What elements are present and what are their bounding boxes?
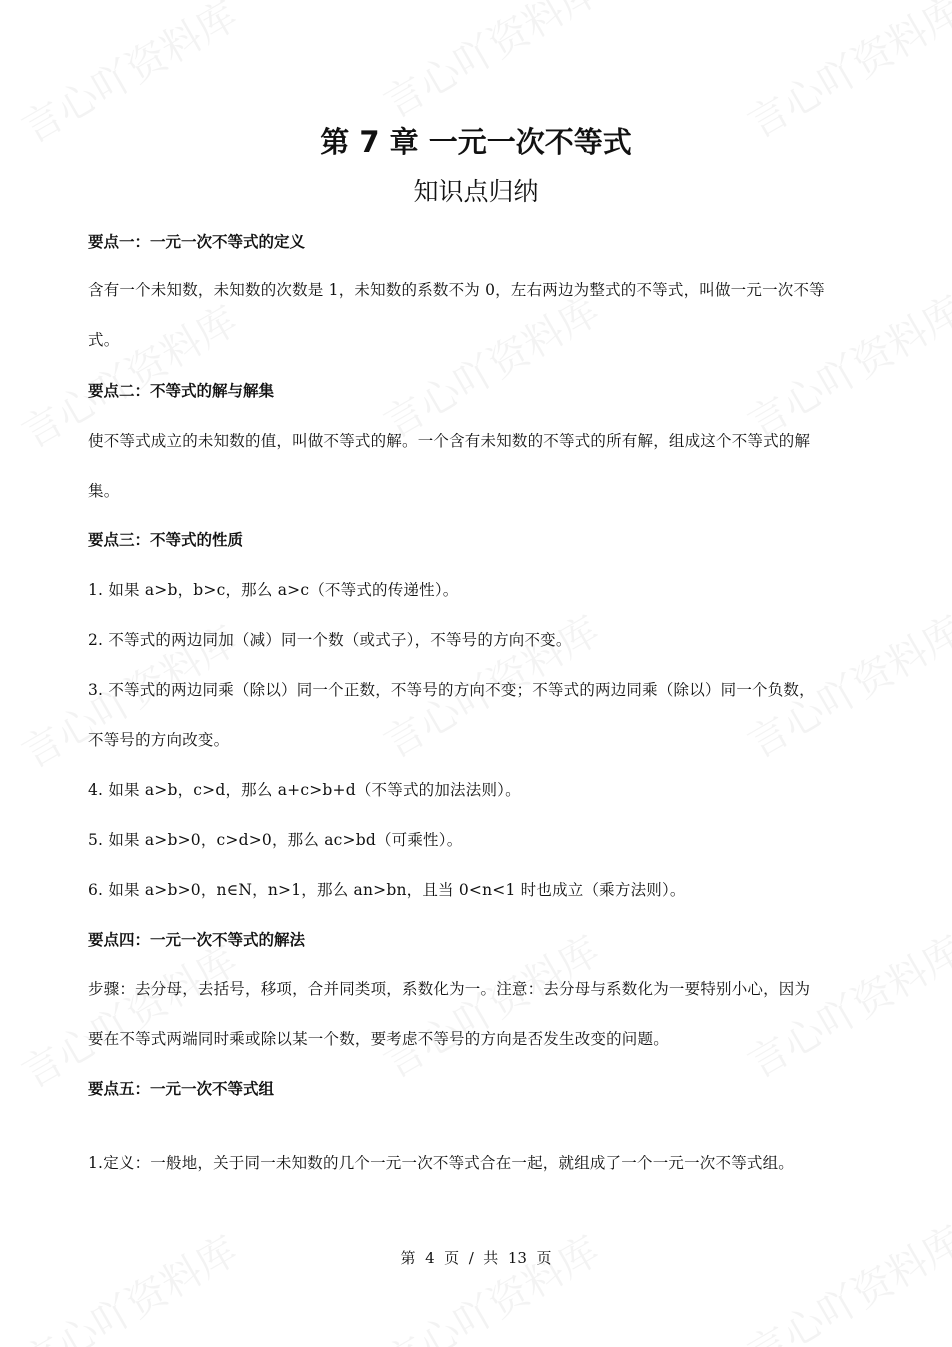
watermark	[372, 280, 608, 449]
watermark	[736, 1210, 952, 1347]
heading-point-5: 要点五：一元一次不等式组	[88, 1080, 275, 1098]
watermark	[372, 1220, 608, 1347]
heading-point-2: 要点二：不等式的解与解集	[88, 382, 275, 400]
heading-point-4: 要点四：一元一次不等式的解法	[88, 931, 306, 949]
paragraph-line: 含有一个未知数，未知数的次数是 1，未知数的系数不为 0，左右两边为整式的不等式，叫做一元一次不等	[88, 281, 825, 299]
page-footer: 第 4 页 / 共 13 页	[400, 1249, 552, 1267]
list-item: 3. 不等式的两边同乘（除以）同一个正数，不等号的方向不变；不等式的两边同乘（除以）同一个负数，	[88, 681, 815, 699]
watermark	[10, 1220, 246, 1347]
list-item: 2. 不等式的两边同加（减）同一个数（或式子），不等号的方向不变。	[88, 631, 572, 649]
heading-point-1: 要点一：一元一次不等式的定义	[88, 233, 306, 251]
chapter-title: 第 7 章 一元一次不等式	[320, 125, 632, 159]
list-item: 1. 如果 a>b，b>c，那么 a>c（不等式的传递性）。	[88, 581, 459, 599]
watermark	[736, 280, 952, 449]
watermark	[372, 920, 608, 1089]
paragraph-line: 1.定义：一般地，关于同一未知数的几个一元一次不等式合在一起，就组成了一个一元一次不等式组。	[88, 1154, 794, 1172]
paragraph-line: 使不等式成立的未知数的值，叫做不等式的解。一个含有未知数的不等式的所有解，组成这个不等式的解	[88, 432, 811, 450]
section-subtitle: 知识点归纳	[413, 177, 539, 206]
paragraph-line: 式。	[88, 331, 120, 349]
watermark	[736, 920, 952, 1089]
watermark	[372, 0, 608, 129]
list-item-continuation: 不等号的方向改变。	[88, 731, 230, 749]
paragraph-line: 集。	[88, 482, 120, 500]
list-item: 5. 如果 a>b>0，c>d>0，那么 ac>bd（可乘性）。	[88, 831, 463, 849]
paragraph-line: 步骤：去分母，去括号，移项，合并同类项，系数化为一。注意：去分母与系数化为一要特别小心，因为	[88, 980, 811, 998]
list-item: 6. 如果 a>b>0，n∈N，n>1，那么 an>bn，且当 0<n<1 时也成立（乘方法则）。	[88, 881, 686, 899]
list-item: 4. 如果 a>b，c>d，那么 a+c>b+d（不等式的加法法则）。	[88, 781, 521, 799]
heading-point-3: 要点三：不等式的性质	[88, 531, 244, 549]
watermark	[10, 930, 246, 1099]
paragraph-line: 要在不等式两端同时乘或除以某一个数，要考虑不等号的方向是否发生改变的问题。	[88, 1030, 669, 1048]
